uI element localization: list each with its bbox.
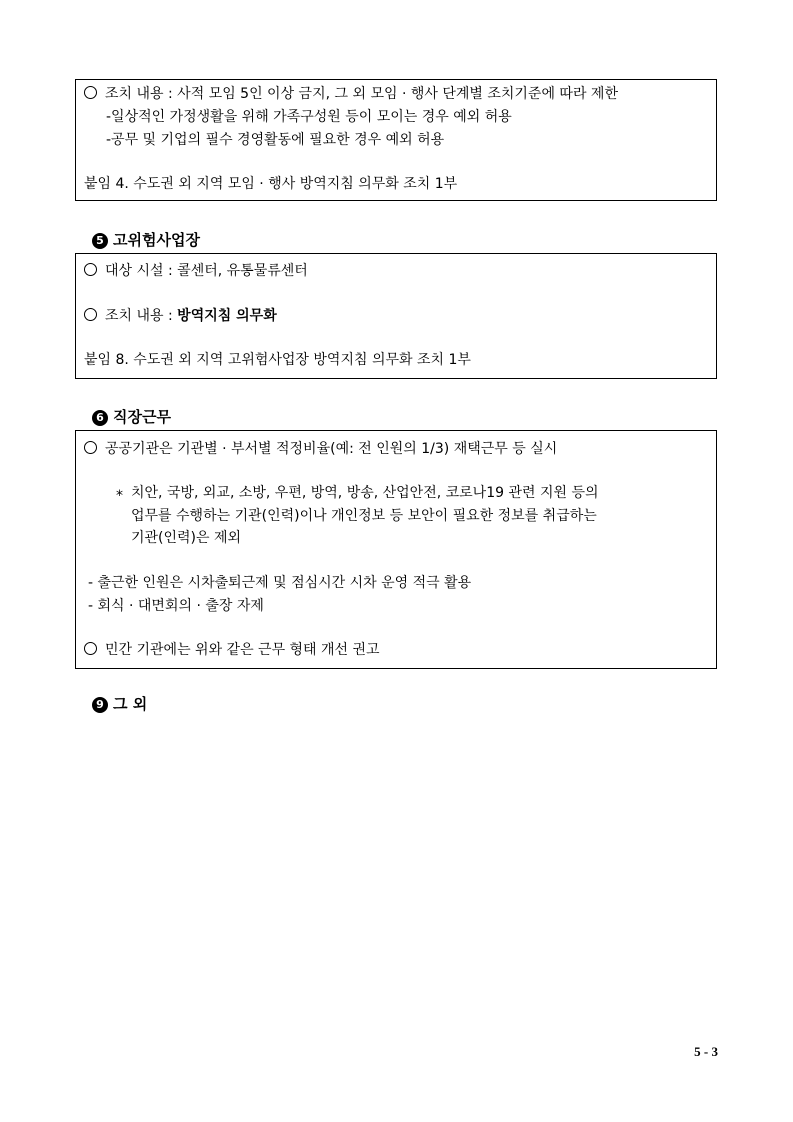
circled-number-9: 9	[92, 697, 108, 713]
note-mark: *	[116, 488, 123, 504]
gathering-exception-2: -공무 및 기업의 필수 경영활동에 필요한 경우 예외 허용	[106, 132, 445, 148]
section-5-heading	[92, 230, 200, 250]
note-line-3: 기관(인력)은 제외	[131, 530, 242, 546]
page-number: 5 - 3	[694, 1044, 718, 1059]
section-5-title: 고위험사업장	[113, 231, 200, 249]
dash-line-2: - 회식 · 대면회의 · 출장 자제	[88, 598, 264, 614]
note-line-1: 치안, 국방, 외교, 소방, 우편, 방역, 방송, 산업안전, 코로나19 관련 지원 등의	[131, 485, 599, 501]
section-6-heading	[92, 407, 171, 427]
high-risk-attachment: 붙임 8. 수도권 외 지역 고위험사업장 방역지침 의무화 조치 1부	[84, 352, 471, 368]
bullet-circle-icon	[84, 308, 97, 321]
gathering-exception-1: -일상적인 가정생활을 위해 가족구성원 등이 모이는 경우 예외 허용	[106, 109, 512, 125]
section-6-title: 직장근무	[113, 408, 171, 426]
note-line-2: 업무를 수행하는 기관(인력)이나 개인정보 등 보안이 필요한 정보를 취급하는	[131, 508, 597, 524]
dash-line-1: - 출근한 인원은 시차출퇴근제 및 점심시간 시차 운영 적극 활용	[88, 575, 472, 591]
high-risk-measure-line: 조치 내용 : 방역지침 의무화	[84, 306, 277, 326]
bullet-circle-icon	[84, 263, 97, 276]
bullet-circle-icon	[84, 86, 97, 99]
workplace-box	[75, 430, 717, 669]
bullet-circle-icon	[84, 441, 97, 454]
public-agency-line: 공공기관은 기관별 · 부서별 적정비율(예: 전 인원의 1/3) 재택근무 등 실시	[84, 439, 557, 459]
circled-number-5: 5	[92, 233, 108, 249]
bullet-circle-icon	[84, 642, 97, 655]
target-facility-line: 대상 시설 : 콜센터, 유통물류센터	[84, 261, 308, 281]
section-9-title: 그 외	[113, 695, 148, 713]
section-9-heading	[92, 694, 147, 714]
gathering-measure-line: 조치 내용 : 사적 모임 5인 이상 금지, 그 외 모임 · 행사 단계별 조치기준에 따라 제한	[84, 84, 618, 104]
private-agency-line: 민간 기관에는 위와 같은 근무 형태 개선 권고	[84, 640, 380, 660]
gathering-attachment: 붙임 4. 수도권 외 지역 모임 · 행사 방역지침 의무화 조치 1부	[84, 176, 458, 192]
circled-number-6: 6	[92, 410, 108, 426]
